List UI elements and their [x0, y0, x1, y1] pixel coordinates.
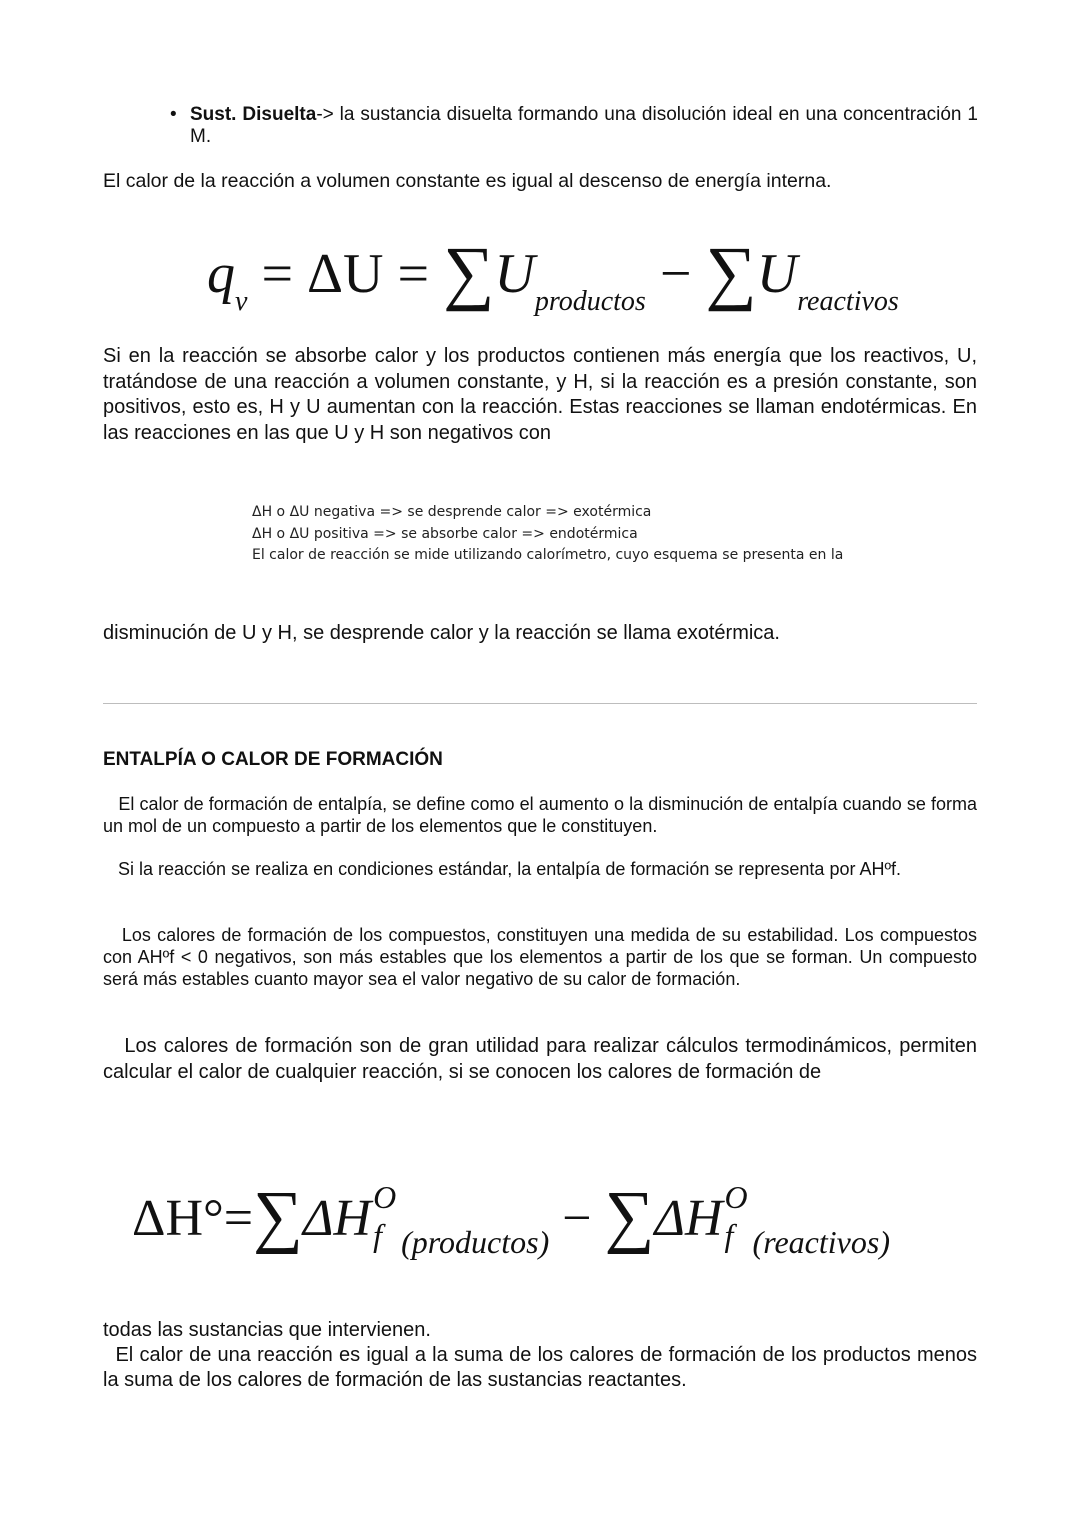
bullet-text: -> la sustancia disuelta formando una disolución ideal en una concentración 1 M.: [190, 104, 978, 147]
eq1-reactants-subscript: reactivos: [797, 286, 899, 317]
bullet-marker: •: [170, 104, 177, 125]
intro-paragraph: El calor de la reacción a volumen constante es igual al descenso de energía interna.: [103, 170, 832, 192]
p3-text: Los calores de formación de los compuestos, constituyen una medida de su estabilidad. Los compuestos con AHºf < 0 negativos, son más estables que los elementos a partir de los que se forman. Un compuesto será más estables cuanto mayor sea el valor negativo de su calor de formación.: [103, 925, 978, 989]
formation-definition-paragraph: [103, 793, 977, 837]
closing-paragraph: [103, 1318, 977, 1393]
eq2-delta-h-products: ΔH: [303, 1190, 372, 1247]
eq2-products-text: (productos): [401, 1224, 550, 1260]
inset-line-calorimeter: El calor de reacción se mide utilizando calorímetro, cuyo esquema se presenta en la: [252, 547, 844, 563]
eq2-sum-symbol-1: ∑: [253, 1178, 304, 1255]
eq2-equals: =: [223, 1190, 254, 1247]
eq2-reactants-text: (reactivos): [752, 1224, 890, 1260]
stability-paragraph: [103, 924, 977, 990]
eq2-products-f: f: [373, 1217, 382, 1254]
bullet-item-sust-disuelta: [190, 104, 978, 148]
inset-line-endothermic: ΔH o ΔU positiva => se absorbe calor => endotérmica: [252, 525, 638, 542]
eq2-reactants-scripts: [723, 1179, 753, 1254]
eq2-delta-h-reactants: ΔH: [654, 1190, 723, 1247]
eq1-products-subscript: productos: [534, 286, 646, 317]
exothermic-paragraph: disminución de U y H, se desprende calor y la reacción se llama exotérmica.: [103, 622, 780, 644]
p2-text: Si la reacción se realiza en condiciones estándar, la entalpía de formación se representa por AHºf.: [118, 859, 902, 879]
inset-note-box: [252, 502, 872, 567]
eq1-delta-u: ΔU: [307, 243, 384, 305]
p1-text: El calor de formación de entalpía, se define como el aumento o la disminución de entalpía cuando se forma un mol de un compuesto a partir de los elementos que le constituyen.: [103, 794, 977, 836]
section-heading: ENTALPÍA O CALOR DE FORMACIÓN: [103, 749, 443, 770]
equation-internal-energy: [207, 228, 899, 317]
eq1-minus: −: [645, 243, 706, 305]
eq2-reactants-superscript: O: [724, 1179, 748, 1216]
eq2-delta-h-standard: ΔH°: [132, 1190, 224, 1247]
eq1-sum-symbol-1: ∑: [443, 232, 495, 312]
closing-line-1: todas las sustancias que intervienen.: [103, 1319, 431, 1341]
closing-line-2-text: El calor de una reacción es igual a la suma de los calores de formación de los productos menos la suma de los calores de formación de las sustancias reactantes.: [103, 1344, 977, 1391]
section-divider: [103, 703, 977, 704]
eq2-products-scripts: [371, 1179, 401, 1254]
eq2-products-superscript: O: [373, 1179, 397, 1216]
eq2-reactants-f: f: [724, 1217, 734, 1254]
eq2-sum-symbol-2: ∑: [604, 1178, 655, 1255]
eq2-products-label: [401, 1224, 549, 1260]
usefulness-paragraph: [103, 1034, 977, 1085]
standard-conditions-paragraph: [103, 858, 977, 880]
eq1-q: q: [207, 243, 235, 305]
eq1-q-subscript: v: [235, 286, 248, 317]
eq1-sum-symbol-2: ∑: [705, 232, 757, 312]
eq1-equals-1: =: [247, 243, 308, 305]
equation-enthalpy-formation: [132, 1168, 890, 1258]
eq1-equals-2: =: [383, 243, 444, 305]
inset-line-exothermic: ΔH o ΔU negativa => se desprende calor => exotérmica: [252, 504, 652, 520]
p4-text: Los calores de formación son de gran utilidad para realizar cálculos termodinámicos, permiten calcular el calor de cualquier reacción, si se conocen los calores de formación de: [103, 1035, 978, 1083]
closing-line-2: [103, 1343, 977, 1393]
endothermic-paragraph: Si en la reacción se absorbe calor y los productos contienen más energía que los reactivos, U, tratándose de una reacción a volumen constante, y H, si la reacción es a presión constante, son positivos, esto es, H y U aumentan con la reacción. Estas reacciones se llaman endotérmicas. En las reacciones en las que U y H son negativos con: [103, 345, 977, 444]
eq1-u-reactants: U: [756, 243, 798, 305]
bullet-bold-term: Sust. Disuelta: [190, 104, 317, 125]
eq1-u-products: U: [494, 243, 535, 305]
eq2-minus: −: [549, 1190, 605, 1247]
eq2-reactants-label: [753, 1224, 890, 1260]
